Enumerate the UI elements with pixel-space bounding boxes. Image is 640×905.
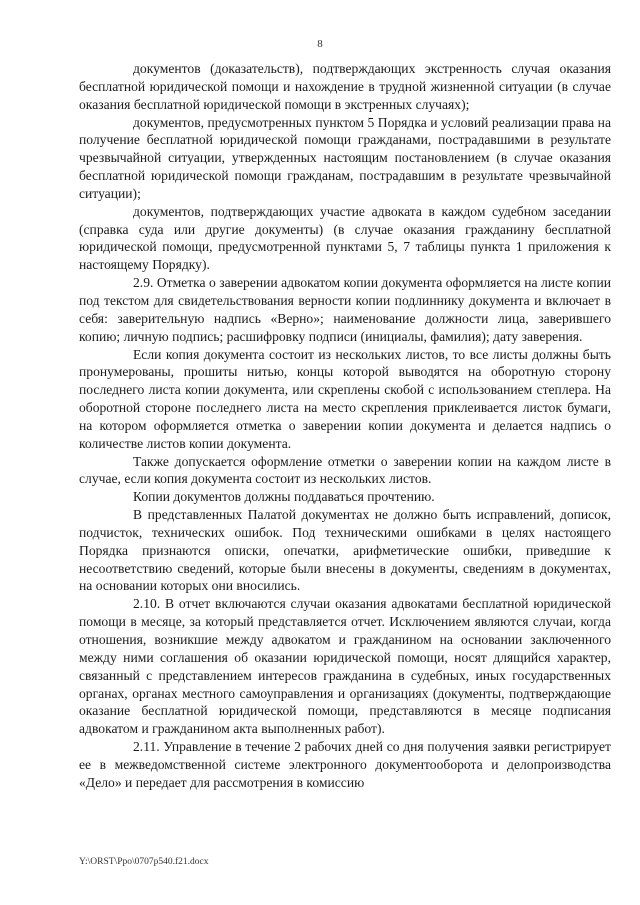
page-number: 8 [317,38,323,50]
paragraph-10: 2.11. Управление в течение 2 рабочих дней со дня получения заявки регистрирует ее в межведомственной системе электронного документооборота и делопроизводства «Дело» и передает для рассмотрения в комиссию [79,739,611,790]
paragraph-2: документов, предусмотренных пунктом 5 Порядка и условий реализации права на получение бесплатной юридической помощи гражданами, пострадавшими в результате чрезвычайной ситуации, утвержденных настоящим постановлением (в случае оказания бесплатной юридической помощи гражданам, пострадавшим в результате чрезвычайной ситуации); [79,114,611,201]
file-path-footer: Y:\ORST\Ppo\0707p540.f21.docx [79,857,209,867]
paragraph-4: 2.9. Отметка о заверении адвокатом копии документа оформляется на листе копии под текстом для свидетельствования верности копии подлиннику документа и включает в себя: заверительную надпись «Верно»; наименование должности лица, заверившего копию; личную подпись; расшифровку подписи (инициалы, фамилия); дату заверения. [79,275,611,344]
paragraph-3: документов, подтверждающих участие адвоката в каждом судебном заседании (справка суда или другие документы) (в случае оказания гражданину бесплатной юридической помощи, предусмотренной пунктами 5, 7 таблицы пункта 1 приложения к настоящему Порядку). [79,203,611,273]
paragraph-7: Копии документов должны поддаваться прочтению. [133,489,435,505]
paragraph-5: Если копия документа состоит из нескольких листов, то все листы должны быть пронумерованы, прошиты нитью, концы которой выводятся на оборотную сторону последнего листа копии документа, или скреплены скобой с использованием степлера. На оборотной стороне последнего листа на место скрепления приклеивается листок бумаги, на котором оформляется отметка о заверении копии документа и делается надпись о количестве листов копии документа. [79,346,611,451]
paragraph-1: документов (доказательств), подтверждающих экстренность случая оказания бесплатной юридической помощи и нахождение в трудной жизненной ситуации (в случае оказания бесплатной юридической помощи в экстренных случаях); [79,61,611,112]
paragraph-8: В представленных Палатой документах не должно быть исправлений, дописок, подчисток, технических ошибок. Под техническими ошибками в целях настоящего Порядка признаются описки, опечатки, арифметические ошибки, приведшие к несоответствию сведений, которые были внесены в документы, сведениям в документах, на основании которых они вносились. [79,507,611,594]
paragraph-9: 2.10. В отчет включаются случаи оказания адвокатами бесплатной юридической помощи в месяце, за который представляется отчет. Исключением являются случаи, когда отношения, возникшие между адвокатом и гражданином на основании заключенного между ними соглашения об оказании юридической помощи, носят длящийся характер, связанный с представлением интересов гражданина в судебных, иных государственных органах, органах местного самоуправления и организациях (документы, подтверждающие оказание бесплатной юридической помощи, представляются в месяце подписания адвокатом и гражданином акта выполненных работ). [79,596,611,737]
document-body [79,60,611,792]
paragraph-6: Также допускается оформление отметки о заверении копии на каждом листе в случае, если копия документа состоит из нескольких листов. [79,453,611,487]
